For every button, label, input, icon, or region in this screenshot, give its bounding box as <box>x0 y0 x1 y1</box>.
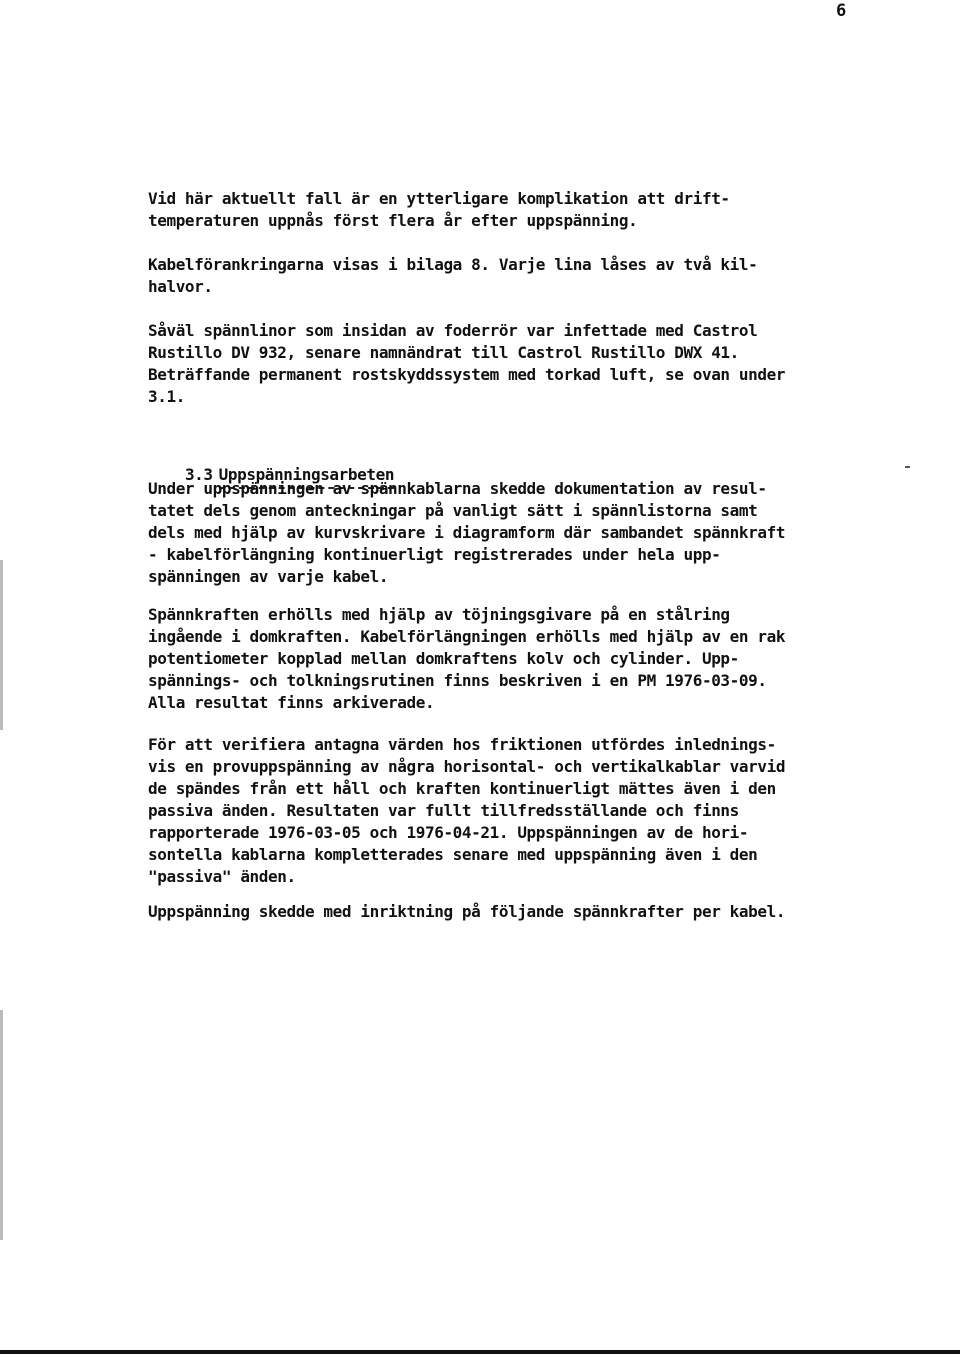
paragraph-tension-forces-intro: Uppspänning skedde med inriktning på följande spännkrafter per kabel. <box>148 902 786 921</box>
paragraph-documentation: Under uppspänningen av spännkablarna skedde dokumentation av resul- tatet dels genom anteckningar på vanligt sätt i spännlistorna samt dels med hjälp av kurvskrivare i diagramform där sambandet spännkraft - kabelförlängning kontinuerligt registrerades under hela upp- spänningen av varje kabel. <box>148 479 786 586</box>
paragraph-drift-temperature: Vid här aktuellt fall är en ytterligare komplikation att drift- temperaturen uppnås först flera år efter uppspänning. <box>148 189 730 230</box>
paragraph-friction-verification: För att verifiera antagna värden hos friktionen utfördes inlednings- vis en provuppspänning av några horisontal- och vertikalkablar varvid de spändes från ett håll och kraften kontinuerligt mättes även i den passiva änden. Resultaten var fullt tillfredsställande och finns rapporterade 1976-03-05 och 1976-04-21. Uppspänningen av de hori- sontella kablarna kompletterades senare med uppspänning även i den "passiva" änden. <box>148 735 786 886</box>
paragraph-tension-measurement: Spännkraften erhölls med hjälp av töjningsgivare på en stålring ingående i domkraften. Kabelförlängningen erhölls med hjälp av en rak potentiometer kopplad mellan domkraftens kolv och cylinder. Upp- spännings- och tolkningsrutinen finns beskriven i en PM 1976-03-09. Alla resultat finns arkiverade. <box>148 605 786 712</box>
page-number: 6 <box>836 1 847 21</box>
margin-tick-mark <box>905 466 910 468</box>
section-title: Uppspänningsarbeten <box>219 464 394 489</box>
bottom-rule <box>0 1350 960 1354</box>
left-scan-edge <box>0 560 3 730</box>
left-scan-edge-lower <box>0 1010 3 1240</box>
paragraph-cable-anchorage: Kabelförankringarna visas i bilaga 8. Varje lina låses av två kil- halvor. <box>148 255 758 296</box>
paragraph-castrol-rustillo: Såväl spännlinor som insidan av foderrör var infettade med Castrol Rustillo DV 932, senare namnändrat till Castrol Rustillo DWX 41. Beträffande permanent rostskyddssystem med torkad luft, se ovan under 3.1. <box>148 321 786 406</box>
section-number: 3.3 <box>184 465 213 484</box>
